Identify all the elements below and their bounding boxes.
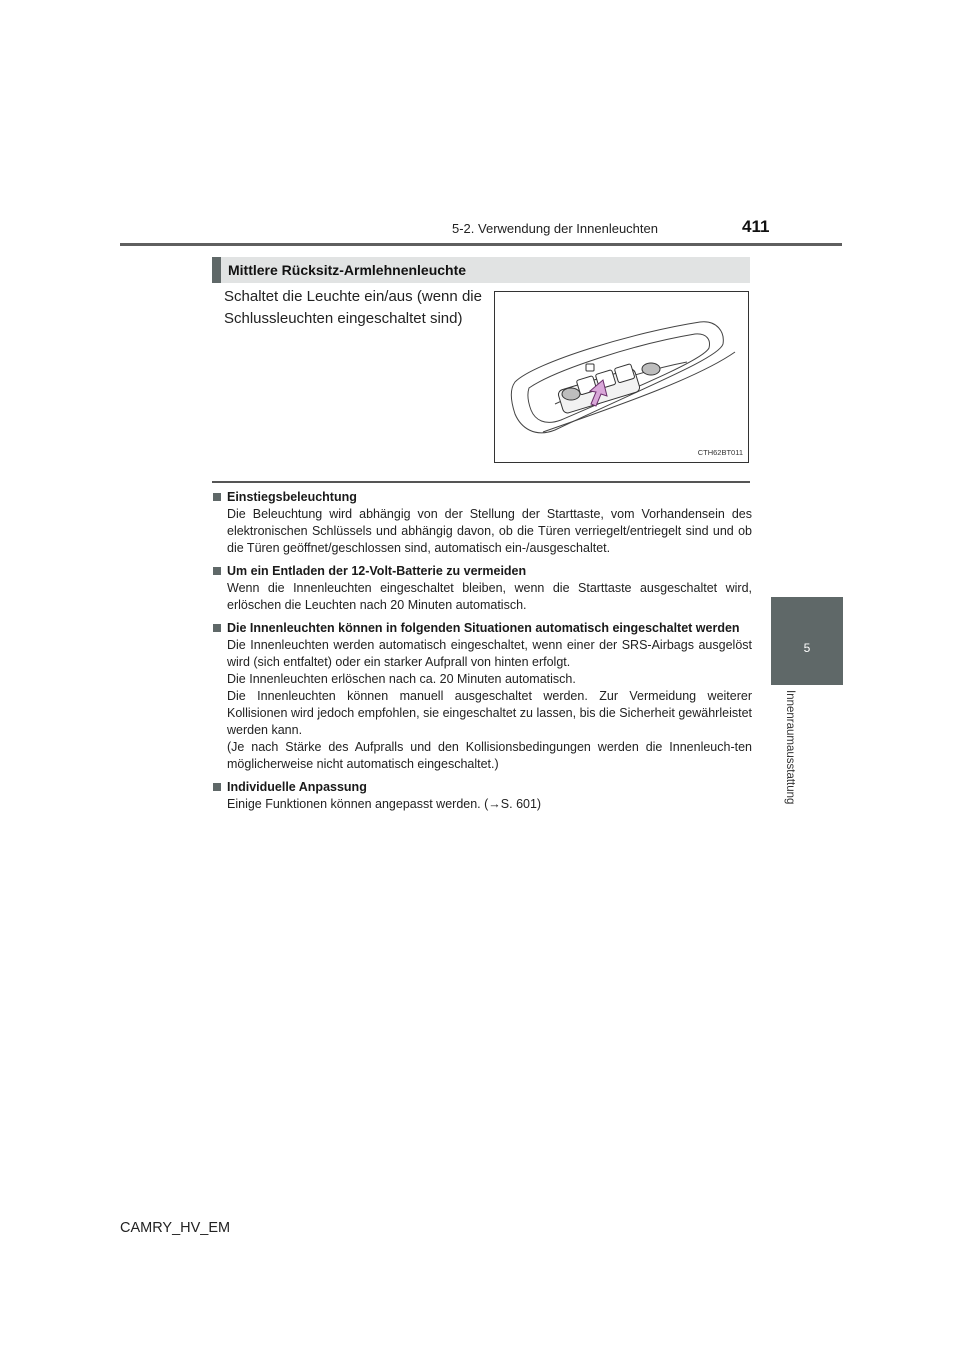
note-item xyxy=(212,489,752,557)
note-item xyxy=(212,779,752,813)
note-heading: Einstiegsbeleuchtung xyxy=(212,489,752,506)
figure-code: CTH62BT011 xyxy=(697,448,743,457)
chapter-title-text: Innenraumausstattung xyxy=(784,690,796,805)
note-paragraph: Die Innenleuchten erlöschen nach ca. 20 Minuten automatisch. xyxy=(227,672,576,686)
square-bullet-icon xyxy=(213,783,221,791)
note-paragraph: (Je nach Stärke des Aufpralls und den Kollisionsbedingungen werden die Innenleuch-ten möglicherweise nicht automatisch eingeschaltet.) xyxy=(227,740,752,771)
note-body xyxy=(212,506,752,557)
section-heading xyxy=(212,257,750,283)
note-paragraph: Wenn die Innenleuchten eingeschaltet bleiben, wenn die Starttaste ausgeschaltet wird, erlöschen die Leuchten nach 20 Minuten automatisch. xyxy=(227,581,752,612)
chapter-number: 5 xyxy=(803,641,811,655)
notes-list xyxy=(212,489,752,819)
chapter-tab xyxy=(771,597,843,685)
note-heading: Die Innenleuchten können in folgenden Situationen automatisch eingeschaltet werden xyxy=(212,620,752,637)
section-divider xyxy=(212,481,750,483)
intro-text: Schaltet die Leuchte ein/aus (wenn die Schlussleuchten eingeschaltet sind) xyxy=(224,288,482,327)
section-heading-text: Mittlere Rücksitz-Armlehnenleuchte xyxy=(228,262,467,278)
note-paragraph: Die Innenleuchten werden automatisch eingeschaltet, wenn einer der SRS-Airbags ausgelöst wird (sich entfaltet) oder ein starker Aufprall von hinten erfolgt. xyxy=(227,638,752,669)
chapter-title-vertical xyxy=(784,690,798,825)
footer-model-code: CAMRY_HV_EM xyxy=(120,1220,231,1236)
square-bullet-icon xyxy=(213,493,221,501)
note-paragraph: Einige Funktionen können angepasst werden. (→S. 601) xyxy=(227,797,542,811)
note-body xyxy=(212,637,752,773)
header-rule xyxy=(120,243,842,246)
note-body xyxy=(212,796,752,813)
note-item xyxy=(212,620,752,773)
section-heading-accent-bar xyxy=(212,257,221,283)
note-item xyxy=(212,563,752,614)
note-body xyxy=(212,580,752,614)
page-number: 411 xyxy=(742,217,770,236)
running-header-section-title: 5-2. Verwendung der Innenleuchten xyxy=(452,221,658,236)
armrest-light-illustration xyxy=(494,291,749,463)
note-paragraph: Die Innenleuchten können manuell ausgeschaltet werden. Zur Vermeidung weiterer Kollisionen wird jedoch empfohlen, sie eingeschaltet zu lassen, bis die Sicherheit gewährleistet werden kann. xyxy=(227,689,752,737)
note-heading: Individuelle Anpassung xyxy=(212,779,752,796)
armrest-light-drawing xyxy=(495,292,750,464)
note-heading: Um ein Entladen der 12-Volt-Batterie zu vermeiden xyxy=(212,563,752,580)
square-bullet-icon xyxy=(213,624,221,632)
square-bullet-icon xyxy=(213,567,221,575)
note-paragraph: Die Beleuchtung wird abhängig von der Stellung der Starttaste, vom Vorhandensein des elektronischen Schlüssels und abhängig davon, ob die Türen verriegelt/entriegelt sind und ob die Türen geöffnet/geschlossen sind, automatisch ein-/ausgeschaltet. xyxy=(227,507,752,555)
